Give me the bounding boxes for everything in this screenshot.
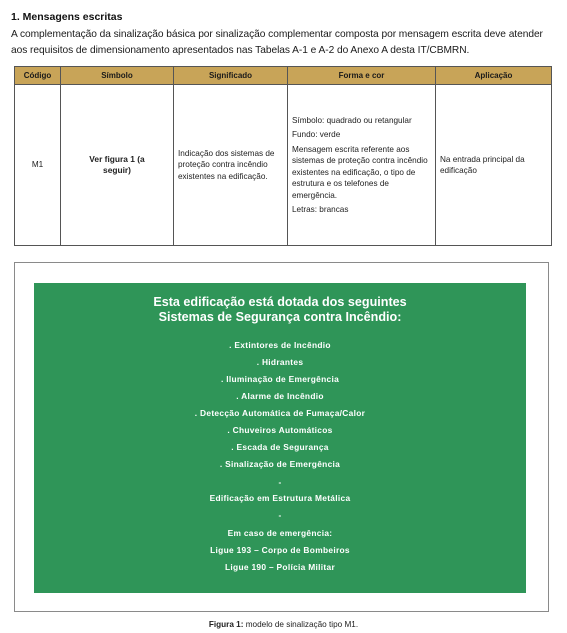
- system-item: . Hidrantes: [256, 357, 304, 367]
- cell-application: Na entrada principal da edificação: [436, 85, 552, 246]
- sign-title-line-1: Esta edificação está dotada dos seguintes: [153, 295, 407, 309]
- system-item: . Iluminação de Emergência: [220, 374, 340, 384]
- cell-form-color: [288, 85, 436, 246]
- sign-separator: -: [278, 510, 282, 520]
- section-title: 1. Mensagens escritas: [11, 11, 123, 23]
- emergency-heading: Em caso de emergência:: [227, 528, 333, 538]
- emergency-phone-police: Ligue 190 – Polícia Militar: [224, 562, 336, 572]
- system-item: . Escada de Segurança: [231, 442, 329, 452]
- caption-label: Figura 1:: [208, 620, 244, 629]
- table-row: [15, 85, 552, 246]
- form-letters-text: Letras: brancas: [292, 205, 349, 214]
- sign-title-line-2: Sistemas de Segurança contra Incêndio:: [158, 310, 402, 324]
- cell-meaning: Indicação dos sistemas de proteção contra incêndio existentes na edificação.: [174, 85, 288, 246]
- system-item: . Sinalização de Emergência: [219, 459, 341, 469]
- signage-spec-table: [14, 66, 552, 246]
- form-background-text: Fundo: verde: [292, 130, 341, 139]
- structure-type: Edificação em Estrutura Metálica: [209, 493, 351, 503]
- header-form-color: Forma e cor: [288, 67, 436, 85]
- system-item: . Detecção Automática de Fumaça/Calor: [194, 408, 366, 418]
- sign-separator: -: [278, 477, 282, 487]
- header-code: Código: [15, 67, 61, 85]
- header-application: Aplicação: [436, 67, 552, 85]
- caption-text: modelo de sinalização tipo M1.: [245, 620, 359, 629]
- system-item: . Extintores de Incêndio: [229, 340, 331, 350]
- header-symbol: Símbolo: [61, 67, 174, 85]
- system-item: . Chuveiros Automáticos: [227, 425, 333, 435]
- form-symbol-text: Símbolo: quadrado ou retangular: [292, 115, 412, 125]
- table-header-row: [15, 67, 552, 85]
- system-item: . Alarme de Incêndio: [236, 391, 324, 401]
- form-message-text: Mensagem escrita referente aos sistemas de proteção contra incêndio existentes na edificação, o tipo de estrutura e os telefones de emergência.: [292, 144, 428, 200]
- emergency-phone-fire: Ligue 193 – Corpo de Bombeiros: [210, 545, 350, 555]
- cell-code: M1: [15, 85, 61, 246]
- m1-sign: [34, 283, 526, 593]
- cell-symbol: [61, 85, 174, 246]
- header-meaning: Significado: [174, 67, 288, 85]
- intro-paragraph: A complementação da sinalização básica por sinalização complementar composta por mensagem escrita deve atender aos requisitos de dimensionamento apresentados nas Tabelas A-1 e A-2 do Anexo A desta IT/CBMRN.: [11, 29, 543, 56]
- figure-caption: [0, 620, 567, 629]
- symbol-reference: Ver figura 1 (a seguir): [89, 153, 145, 175]
